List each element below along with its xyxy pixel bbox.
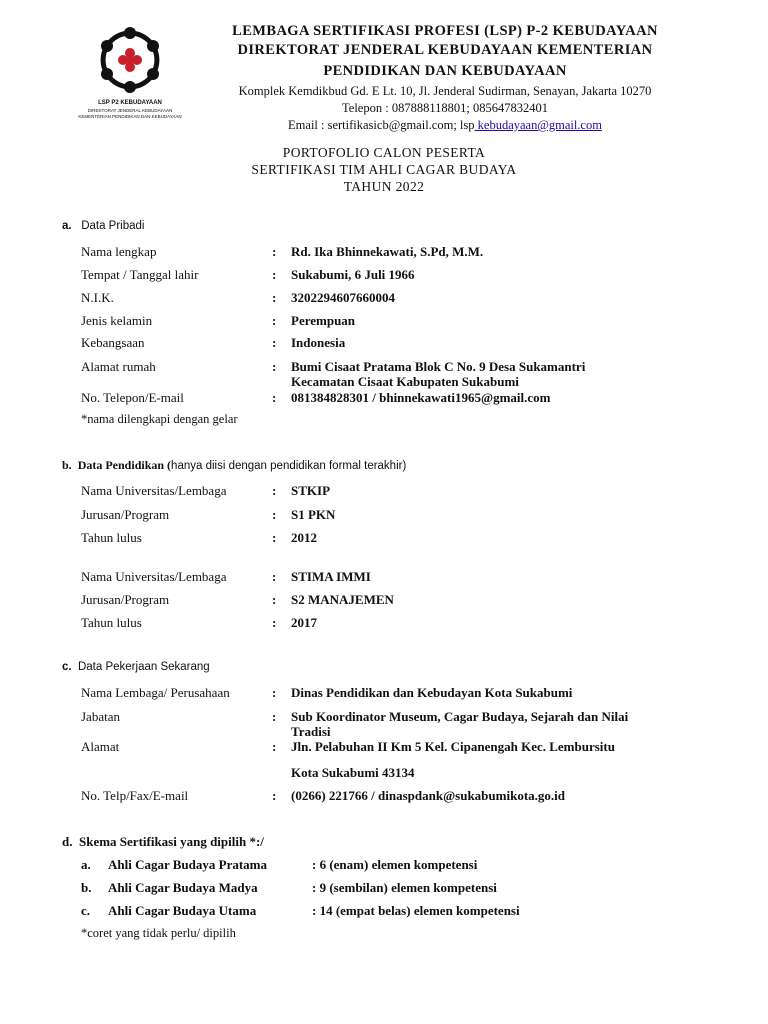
colon: : [272,335,277,350]
letterhead [200,22,690,134]
org-email [200,117,690,134]
scheme-name: Ahli Cagar Budaya Utama [108,903,257,918]
field-label: No. Telepon/E-mail [81,390,184,405]
doc-title-2: SERTIFIKASI TIM AHLI CAGAR BUDAYA [251,162,517,177]
colon: : [272,530,277,545]
field-value: Sub Koordinator Museum, Cagar Budaya, Sejarah dan Nilai [291,709,629,724]
field-value: Rd. Ika Bhinnekawati, S.Pd, M.M. [291,244,484,259]
org-address: Komplek Kemdikbud Gd. E Lt. 10, Jl. Jenderal Sudirman, Senayan, Jakarta 10270 [238,84,652,98]
field-value: Jln. Pelabuhan II Km 5 Kel. Cipanengah Kec. Lembursitu [291,739,615,754]
field-value: Sukabumi, 6 Juli 1966 [291,267,415,282]
field-value: Perempuan [291,313,356,328]
field-label: Jurusan/Program [81,507,170,522]
colon: : [272,569,277,584]
field-value: STKIP [291,483,331,498]
field-value: Dinas Pendidikan dan Kebudayan Kota Sukabumi [291,685,573,700]
field-label: N.I.K. [81,290,114,305]
section-d-note: *coret yang tidak perlu/ dipilih [81,926,236,940]
scheme-value: : 6 (enam) elemen kompetensi [312,857,478,872]
field-value-continued: Tradisi [291,724,331,739]
org-line-2: DIREKTORAT JENDERAL KEBUDAYAAN KEMENTERIAN [237,42,653,58]
colon: : [272,290,277,305]
colon: : [272,615,277,630]
doc-title-3: TAHUN 2022 [343,179,425,194]
section-a-note: *nama dilengkapi dengan gelar [81,412,238,426]
colon: : [272,739,277,754]
field-label: Jenis kelamin [81,313,153,328]
colon: : [272,267,277,282]
colon: : [272,313,277,328]
colon: : [272,483,277,498]
field-value: S2 MANAJEMEN [291,592,394,607]
scheme-letter: b. [81,880,92,895]
field-label: Nama Lembaga/ Perusahaan [81,685,230,700]
colon: : [272,359,277,374]
colon: : [272,788,277,803]
doc-title-1: PORTOFOLIO CALON PESERTA [282,145,486,160]
field-label: No. Telp/Fax/E-mail [81,788,189,803]
section-a-heading: a. Data Pribadi [62,220,145,232]
logo-name: LSP P2 KEBUDAYAAN [98,100,162,106]
field-label: Nama Universitas/Lembaga [81,483,227,498]
lsp-emblem-icon [94,24,166,96]
org-line-1: LEMBAGA SERTIFIKASI PROFESI (LSP) P-2 KEBUDAYAAN [232,23,658,39]
colon: : [272,709,277,724]
scheme-value: : 9 (sembilan) elemen kompetensi [312,880,497,895]
colon: : [272,592,277,607]
scheme-name: Ahli Cagar Budaya Madya [108,880,258,895]
field-label: Jurusan/Program [81,592,170,607]
scheme-letter: c. [81,903,91,918]
field-value: (0266) 221766 / dinaspdank@sukabumikota.go.id [291,788,565,803]
field-value-continued: Kota Sukabumi 43134 [291,765,415,780]
field-label: Nama lengkap [81,244,157,259]
field-value: STIMA IMMI [291,569,371,584]
field-label: Kebangsaan [81,335,145,350]
section-b-heading: b. Data Pendidikan (hanya diisi dengan pendidikan formal terakhir) [62,458,407,472]
field-label: Jabatan [81,709,120,724]
field-value: 081384828301 / bhinnekawati1965@gmail.com [291,390,551,405]
colon: : [272,685,277,700]
logo-subtitle: DIREKTORAT JENDERAL KEBUDAYAAN KEMENTERIAN PENDIDIKAN DAN KEBUDAYAAN [78,108,182,119]
field-value: Bumi Cisaat Pratama Blok C No. 9 Desa Sukamantri [291,359,586,374]
field-value: Indonesia [291,335,346,350]
scheme-letter: a. [81,857,91,872]
field-label: Tempat / Tanggal lahir [81,267,199,282]
colon: : [272,390,277,405]
colon: : [272,244,277,259]
field-label: Alamat [81,739,120,754]
field-value: 2012 [291,530,317,545]
field-label: Nama Universitas/Lembaga [81,569,227,584]
field-value: 3202294607660004 [291,290,395,305]
lsp-logo [66,24,194,124]
org-line-3: PENDIDIKAN DAN KEBUDAYAAN [323,63,567,79]
section-d-heading: d. Skema Sertifikasi yang dipilih *:/ [62,834,264,849]
section-c-heading: c. Data Pekerjaan Sekarang [62,661,210,673]
field-value-continued: Kecamatan Cisaat Kabupaten Sukabumi [291,374,519,389]
field-value: S1 PKN [291,507,336,522]
field-value: 2017 [291,615,317,630]
field-label: Tahun lulus [81,615,142,630]
email-prefix: Email : sertifikasicb@gmail.com; lsp [288,118,475,132]
scheme-value: : 14 (empat belas) elemen kompetensi [312,903,520,918]
email-link[interactable]: kebudayaan@gmail.com [474,118,602,132]
colon: : [272,507,277,522]
org-phone: Telepon : 087888118801; 085647832401 [342,101,548,115]
field-label: Alamat rumah [81,359,156,374]
scheme-name: Ahli Cagar Budaya Pratama [108,857,268,872]
field-label: Tahun lulus [81,530,142,545]
